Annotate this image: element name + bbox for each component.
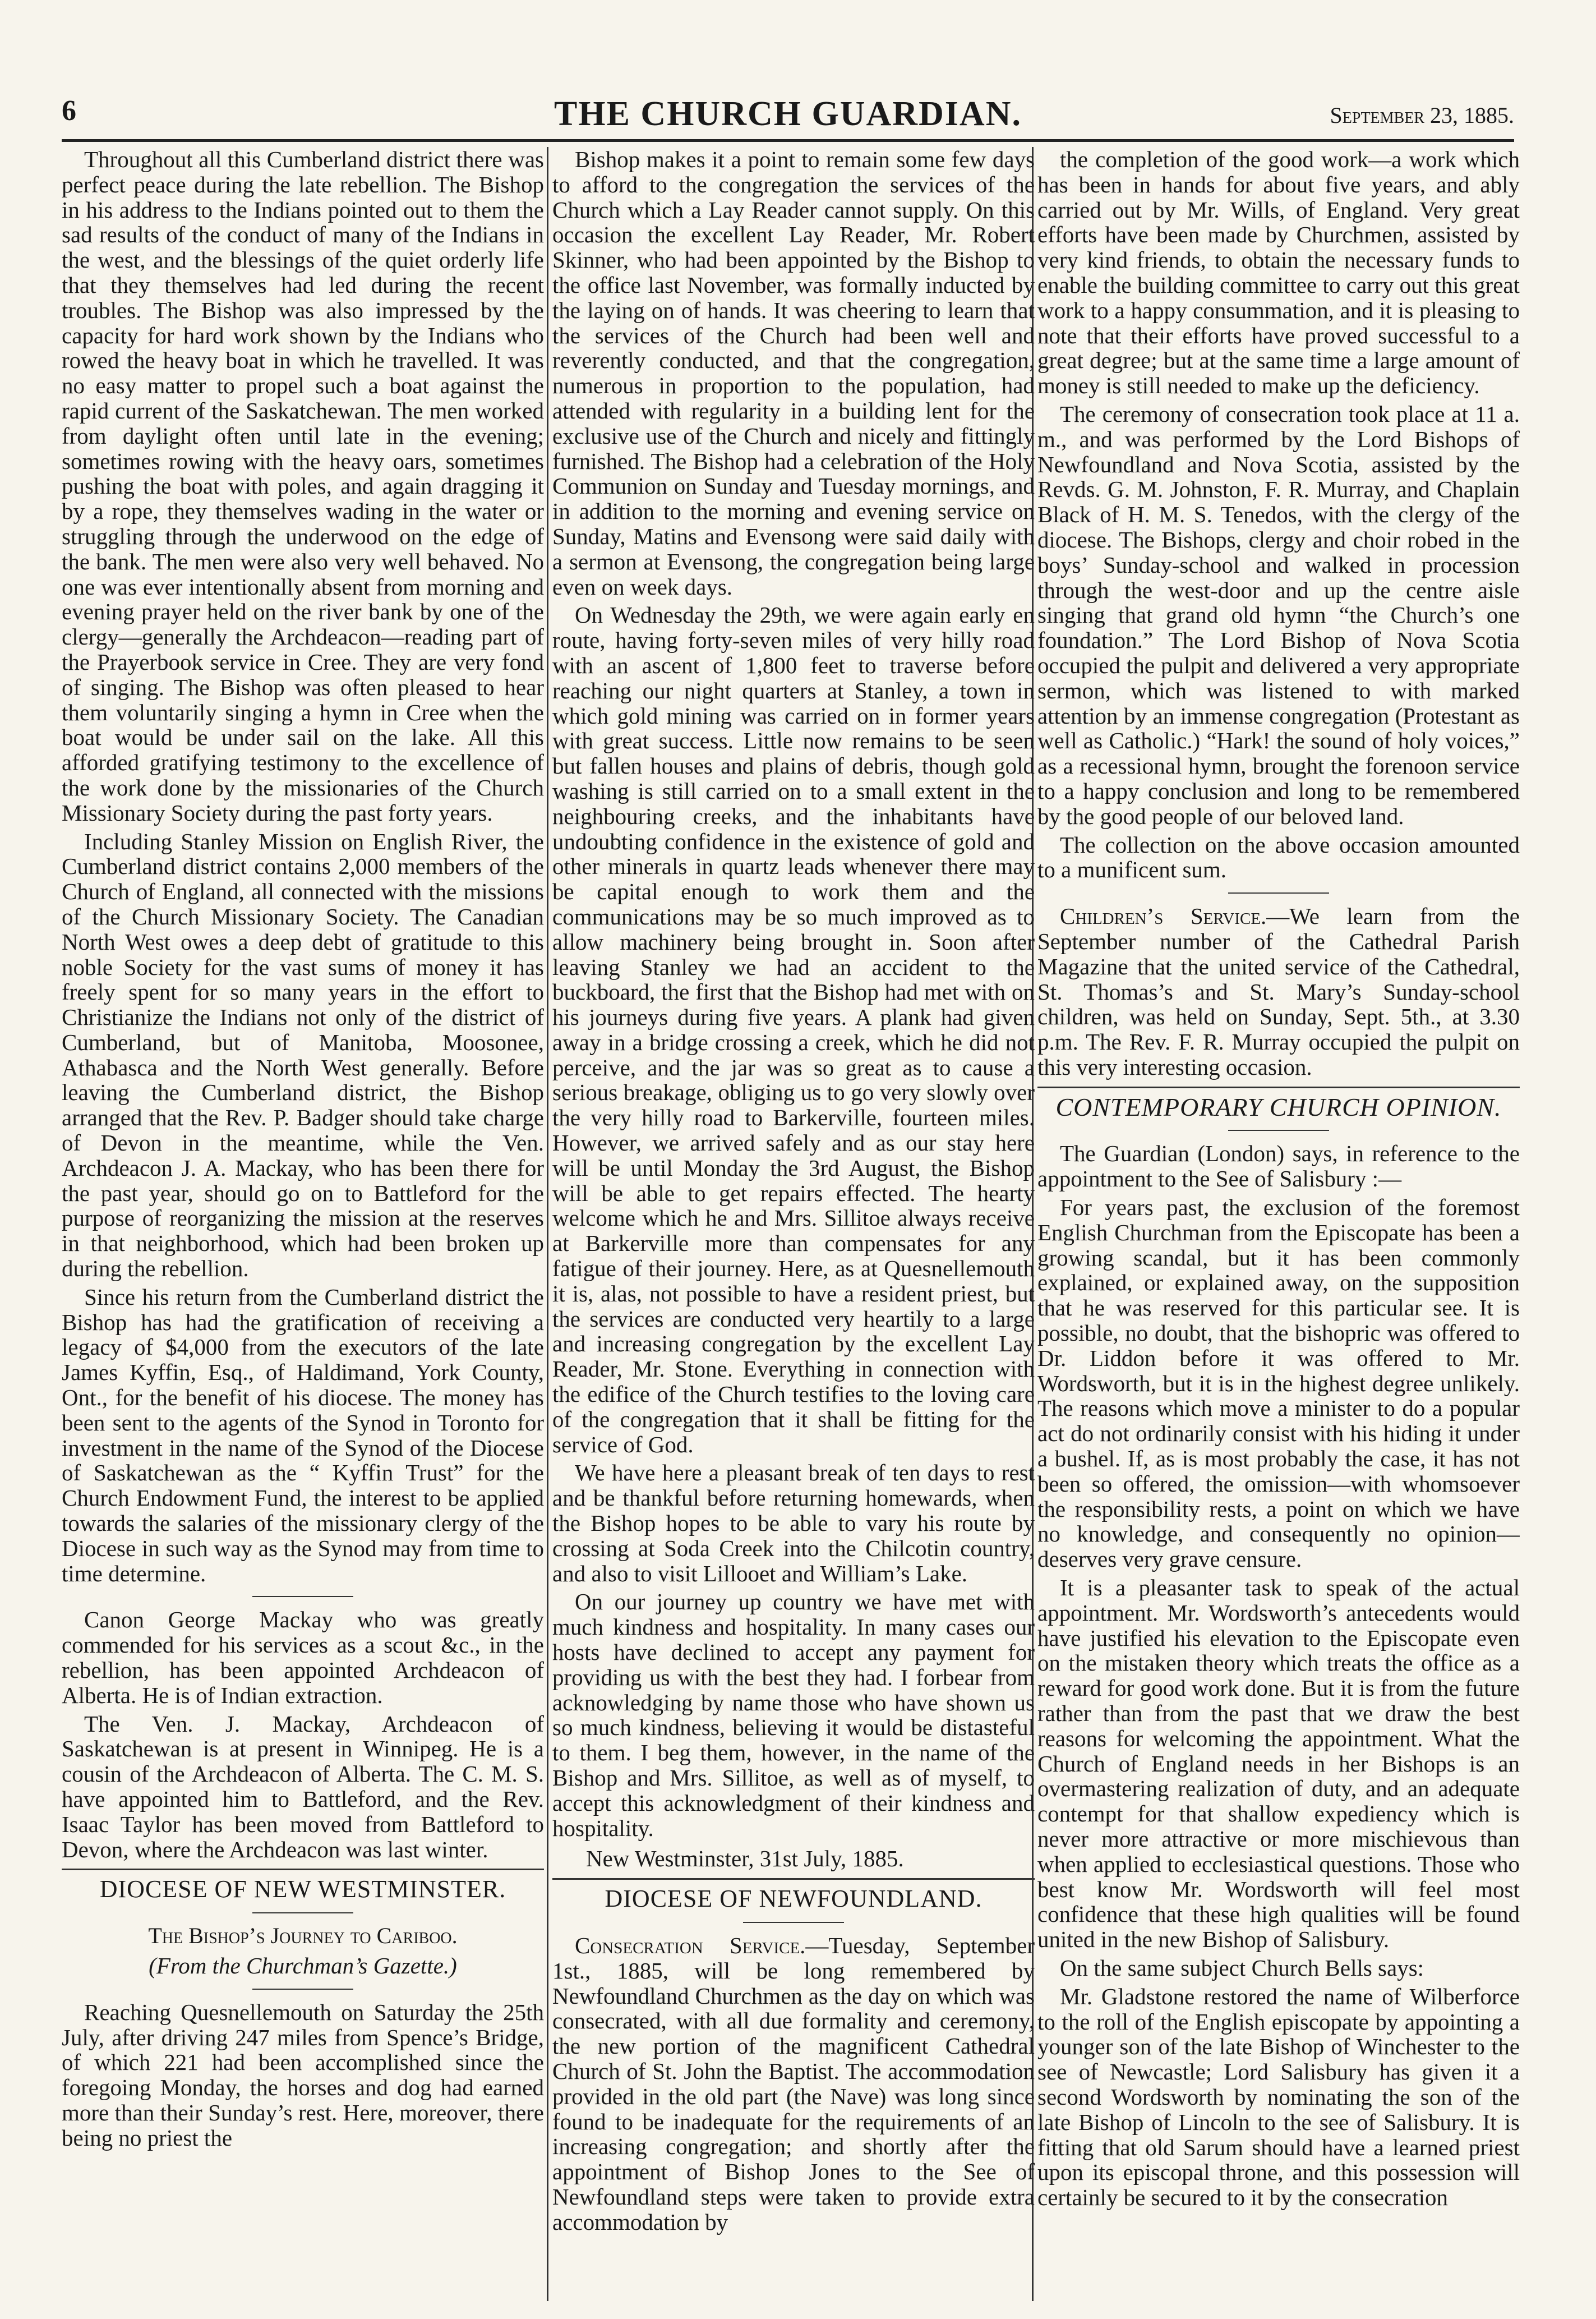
article-subheading: The Bishop’s Journey to Cariboo. <box>148 1923 458 1949</box>
issue-date: September 23, 1885. <box>1330 103 1514 128</box>
section-divider <box>1037 1087 1520 1088</box>
newspaper-title: THE CHURCH GUARDIAN. <box>554 95 1022 133</box>
article-paragraph: the completion of the good work—a work which has been in hands for about five years, and ably carried out by Mr. Wills, of England. Very great efforts have been made by Churchmen, assisted by very kind friends, to obtain the necessary funds to enable the building committee to carry out this great work to a happy consummation, and it is pleasing to note that their efforts have proved successful to a great degree; but at the same time a large amount of money is still needed to make up the deficiency. <box>1037 147 1520 399</box>
section-divider <box>62 1869 544 1870</box>
article-source: (From the Churchman’s Gazette.) <box>149 1952 457 1978</box>
article-paragraph: The Ven. J. Mackay, Archdeacon of Saskatchewan is at present in Winnipeg. He is a cousin of the Archdeacon of Alberta. The C. M. S. have appointed him to Battleford, and the Rev. Isaac Taylor has been moved from Battleford to Devon, where the Archdeacon was last winter. <box>62 1710 544 1862</box>
article-paragraph: Including Stanley Mission on English River, the Cumberland district contains 2,000 members of the Church of England, all connected with the missions of the Church Missionary Society. The Canadian North West owes a deep debt of gratitude to this noble Society for the vast sums of money it has freely spent for so many years in the effort to Christianize the Indians not only of the district of Cumberland, but of Manitoba, Moosonee, Athabasca and the North West generally. Before leaving the Cumberland district, the Bishop arranged that the Rev. P. Badger should take charge of Devon in the meantime, while the Ven. Archdeacon J. A. Mackay, who has been there for the past year, should go on to Battleford for the purpose of reorganizing the mission at the reserves in that neighborhood, which had been broken up during the rebellion. <box>62 828 544 1282</box>
section-divider <box>252 1596 353 1597</box>
section-divider <box>743 1922 844 1923</box>
column-1 <box>62 147 544 2301</box>
article-paragraph: We have here a pleasant break of ten days to rest and be thankful before returning homewards, when the Bishop hopes to be able to vary his route by crossing at Soda Creek into the Chilcotin country, and also to visit Lillooet and William’s Lake. <box>552 1460 1035 1586</box>
article-paragraph: It is a pleasanter task to speak of the actual appointment. Mr. Wordsworth’s antecedents would have justified his elevation to the Episcopate even on the mistaken theory which treats the office as a reward for good work done. But it is from the future rather than from the past that we draw the best reasons for welcoming the appointment. What the Church of England needs in her Bishops is an overmastering realization of duty, and an adequate contempt for that shallow expediency which is never more attractive or more mischievous than when applied to ecclesiastical questions. Those who best know Mr. Wordsworth will feel most confidence that these high qualities will be found united in the new Bishop of Salisbury. <box>1037 1575 1520 1953</box>
article-paragraph: The ceremony of consecration took place at 11 a. m., and was performed by the Lord Bishops of Newfoundland and Nova Scotia, assisted by the Revds. G. M. Johnston, F. R. Murray, and Chaplain Black of H. M. S. Tenedos, with the clergy of the diocese. The Bishops, clergy and choir robed in the boys’ Sunday-school and walked in procession through the west-door and up the centre aisle singing that grand old hymn “the Church’s one foundation.” The Lord Bishop of Nova Scotia occupied the pulpit and delivered a very appropriate sermon, which was listened to with marked attention by an immense congregation (Protestant as well as Catholic.) “Hark! the sound of holy voices,” as a recessional hymn, brought the forenoon service to a happy conclusion and long to be remembered by the good people of our beloved land. <box>1037 401 1520 829</box>
article-paragraph: On Wednesday the 29th, we were again early en route, having forty-seven miles of very hilly road with an ascent of 1,800 feet to traverse before reaching our night quarters at Stanley, a town in which gold mining was carried on in former years with great success. Little now remains to be seen but fallen houses and plains of debris, though gold washing is still carried on to a small extent in the neighbouring creeks, and the inhabitants have undoubting confidence in the existence of gold and other minerals in quartz leads whenever there may be capital enough to work them and the communications may be so much improved as to allow machinery being brought in. Soon after leaving Stanley we had an accident to the buckboard, the first that the Bishop had met with on his journeys during five years. A plank had given away in a bridge crossing a creek, which he did not perceive, and the jar was so great as to cause a serious breakage, obliging us to go very slowly over the very hilly road to Barkerville, fourteen miles. However, we arrived safely and as our stay here will be until Monday the 3rd August, the Bishop will be able to get repairs effected. The hearty welcome which he and Mrs. Sillitoe always receive at Barkerville more than compensates for any fatigue of their journey. Here, as at Quesnellemouth it is, alas, not possible to have a resident priest, but the services are conducted very heartily to a large and increasing congregation by the excellent Lay Reader, Mr. Stone. Everything in connection with the edifice of the Church testifies to the loving care of the congregation that it shall be fitting for the service of God. <box>552 602 1035 1457</box>
article-paragraph: For years past, the exclusion of the foremost English Churchman from the Episcopate has been a growing scandal, but it has been commonly explained, or explained away, on the supposition that he was reserved for this particular see. It is possible, no doubt, that the bishopric was offered to Dr. Liddon before it was offered to Mr. Wordsworth, but it is in the highest degree unlikely. The reasons which move a minister to do a popular act do not ordinarily consist with his hiding it under a bushel. If, as is most probably the case, it has not been so offered, the omission—with whomsoever the responsibility rests, a point on which we have no knowledge, and consequently no opinion—deserves very grave censure. <box>1037 1194 1520 1572</box>
paragraph-text: —Tuesday, September 1st., 1885, will be long remembered by Newfoundland Churchmen as the day on which was consecrated, with all due formality and ceremony, the new portion of the magnificent Cathedral Church of St. John the Baptist. The accommodation provided in the old part (the Nave) was long since found to be inadequate for the requirements of an increasing congregation; and shortly after the appointment of Bishop Jones to the See of Newfoundland steps were taken to provide extra accommodation by <box>552 1932 1035 2235</box>
article-paragraph: On the same subject Church Bells says: <box>1060 1954 1424 1981</box>
section-divider <box>1228 1130 1329 1131</box>
article-paragraph: Throughout all this Cumberland district there was perfect peace during the late rebellion. The Bishop in his address to the Indians pointed out to them the sad results of the conduct of many of the Indians in the west, and the blessings of the quiet orderly life that they themselves had led during the recent troubles. The Bishop was also impressed by the capacity for hard work shown by the Indians who rowed the heavy boat in which he travelled. It was no easy matter to propel such a boat against the rapid current of the Saskatchewan. The men worked from daylight often until late in the evening; sometimes rowing with the heavy oars, sometimes pushing the boat with poles, and again dragging it by a rope, they themselves wading in the water or struggling through the underwood on the edge of the bank. The men were also very well behaved. No one was ever intentionally absent from morning and evening prayer held on the river bank by one of the clergy—generally the Archdeacon—reading part of the Prayerbook service in Cree. They are very fond of singing. The Bishop was often pleased to hear them voluntarily singing a hymn in Cree when the boat would be under sail on the lake. All this afforded gratifying testimony to the excellence of the work done by the missionaries of the Church Missionary Society during the past forty years. <box>62 147 544 826</box>
section-divider <box>252 1989 353 1990</box>
article-dateline: New Westminster, 31st July, 1885. <box>586 1846 904 1872</box>
section-divider <box>552 1878 1035 1880</box>
article-paragraph: On our journey up country we have met with much kindness and hospitality. In many cases our hosts have declined to accept any payment for providing us with the best they had. I forbear from acknowledging by name those who have shown us so much kindness, believing it would be distasteful to them. I beg them, however, in the name of the Bishop and Mrs. Sillitoe, as well as of myself, to accept this acknowledgment of their kindness and hospitality. <box>552 1589 1035 1841</box>
section-divider <box>252 1912 353 1913</box>
article-paragraph: The Guardian (London) says, in reference to the appointment to the See of Salisbury :— <box>1037 1140 1520 1192</box>
article-paragraph <box>552 1933 1035 2235</box>
page-number: 6 <box>62 95 76 127</box>
section-heading: DIOCESE OF NEWFOUNDLAND. <box>605 1885 982 1913</box>
paragraph-text: —We learn from the September number of the Cathedral Parish Magazine that the united service of the Cathedral, St. Thomas’s and St. Mary’s Sunday-school children, was held on Sunday, Sept. 5th., at 3.30 p.m. The Rev. F. R. Murray occupied the pulpit on this very interesting occasion. <box>1037 903 1520 1080</box>
article-paragraph <box>1037 904 1520 1080</box>
paragraph-lead: Consecration Service. <box>575 1932 806 1958</box>
section-heading: CONTEMPORARY CHURCH OPINION. <box>1055 1092 1502 1121</box>
column-rule <box>547 147 548 2301</box>
article-paragraph: Since his return from the Cumberland district the Bishop has had the gratification of receiving a legacy of $4,000 from the executors of the late James Kyffin, Esq., of Haldimand, York County, Ont., for the benefit of his diocese. The money has been sent to the agents of the Synod in Toronto for investment in the name of the Synod of the Diocese of Saskatchewan as the “ Kyffin Trust” for the Church Endowment Fund, the interest to be applied towards the salaries of the missionary clergy of the Diocese in such way as the Synod may from time to time determine. <box>62 1283 544 1586</box>
article-paragraph: The collection on the above occasion amounted to a munificent sum. <box>1037 831 1520 883</box>
column-2 <box>552 147 1035 2301</box>
article-paragraph: Bishop makes it a point to remain some few days to afford to the congregation the services of the Church which a Lay Reader cannot supply. On this occasion the excellent Lay Reader, Mr. Robert Skinner, who had been appointed by the Bishop to the office last November, was formally inducted by the laying on of hands. It was cheering to learn that the services of the Church had been well and reverently conducted, and that the congregation, numerous in proportion to the population, had attended with regularity in a building lent for the exclusive use of the Church and nicely and fittingly furnished. The Bishop had a celebration of the Holy Communion on Sunday and Tuesday mornings, and in addition to the morning and evening service on Sunday, Matins and Evensong were said daily with a sermon at Evensong, the congregation being large even on week days. <box>552 147 1035 600</box>
paragraph-lead: Children’s Service. <box>1060 903 1267 930</box>
section-divider <box>1228 892 1329 894</box>
section-heading: DIOCESE OF NEW WESTMINSTER. <box>99 1875 506 1903</box>
article-paragraph: Canon George Mackay who was greatly commended for his services as a scout &c., in the rebellion, has been appointed Archdeacon of Alberta. He is of Indian extraction. <box>62 1607 544 1708</box>
article-paragraph: Reaching Quesnellemouth on Saturday the 25th July, after driving 247 miles from Spence’s Bridge, of which 221 had been accomplished since the foregoing Monday, the horses and dog had earned more than their Sunday’s rest. Here, moreover, there being no priest the <box>62 1999 544 2151</box>
masthead <box>62 94 1514 142</box>
column-3 <box>1037 147 1520 2301</box>
article-paragraph: Mr. Gladstone restored the name of Wilberforce to the roll of the English episcopate by appointing a younger son of the late Bishop of Winchester to the see of Newcastle; Lord Salisbury has given it a second Wordsworth by nominating the son of the late Bishop of Lincoln to the see of Salisbury. It is fitting that old Sarum should have a learned priest upon its episcopal throne, and this possession will certainly be secured to it by the consecration <box>1037 1983 1520 2211</box>
